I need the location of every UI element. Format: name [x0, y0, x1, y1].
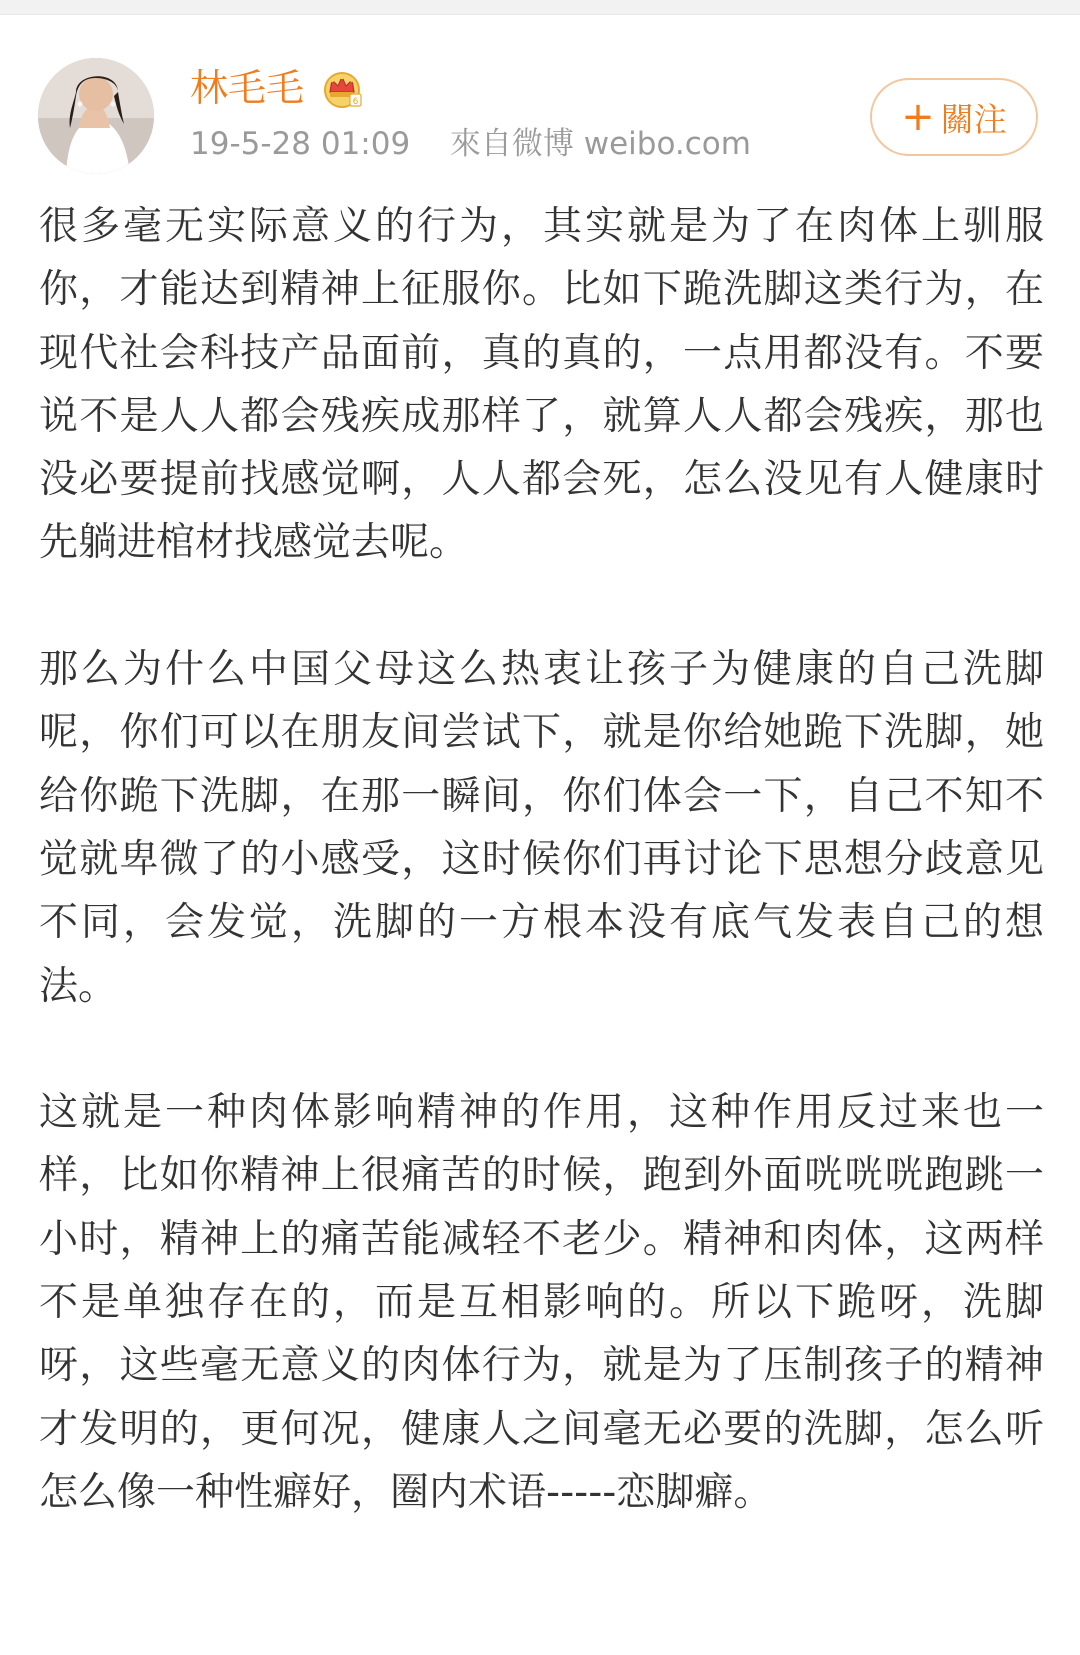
plus-icon: + [901, 94, 935, 140]
follow-button[interactable] [870, 78, 1038, 156]
username[interactable]: 林毛毛 [190, 66, 305, 110]
post-content [39, 195, 1044, 1524]
post-paragraph: 那么为什么中国父母这么热衷让孩子为健康的自己洗脚呢，你们可以在朋友间尝试下，就是你给她跪下洗脚，她给你跪下洗脚，在那一瞬间，你们体会一下，自己不知不觉就卑微了的小感受，这时候你们再讨论下思想分歧意见不同，会发觉，洗脚的一方根本没有底气发表自己的想法。 [39, 647, 1044, 1009]
svg-text:6: 6 [352, 97, 359, 107]
post-header [0, 14, 1080, 184]
post-paragraph: 这就是一种肉体影响精神的作用，这种作用反过来也一样，比如你精神上很痛苦的时候，跑到外面咣咣咣跑跳一小时，精神上的痛苦能减轻不老少。精神和肉体，这两样不是单独存在的，而是互相影响的。所以下跪呀，洗脚呀，这些毫无意义的肉体行为，就是为了压制孩子的精神才发明的，更何况，健康人之间毫无必要的洗脚，怎么听怎么像一种性癖好，圈内术语-----恋脚癖。 [39, 1090, 1044, 1515]
crown-vip-icon [320, 66, 364, 110]
follow-label: 關注 [940, 99, 1007, 139]
post-meta [190, 124, 751, 164]
avatar-photo [38, 58, 154, 174]
post-source[interactable]: 來自微博 weibo.com [449, 126, 751, 162]
avatar[interactable] [38, 58, 154, 174]
post-timestamp: 19-5-28 01:09 [190, 126, 411, 162]
post-paragraph: 很多毫无实际意义的行为，其实就是为了在肉体上驯服你，才能达到精神上征服你。比如下跪洗脚这类行为，在现代社会科技产品面前，真的真的，一点用都没有。不要说不是人人都会残疾成那样了，就算人人都会残疾，那也没必要提前找感觉啊，人人都会死，怎么没见有人健康时先躺进棺材找感觉去呢。 [39, 204, 1044, 566]
top-divider [0, 0, 1080, 15]
